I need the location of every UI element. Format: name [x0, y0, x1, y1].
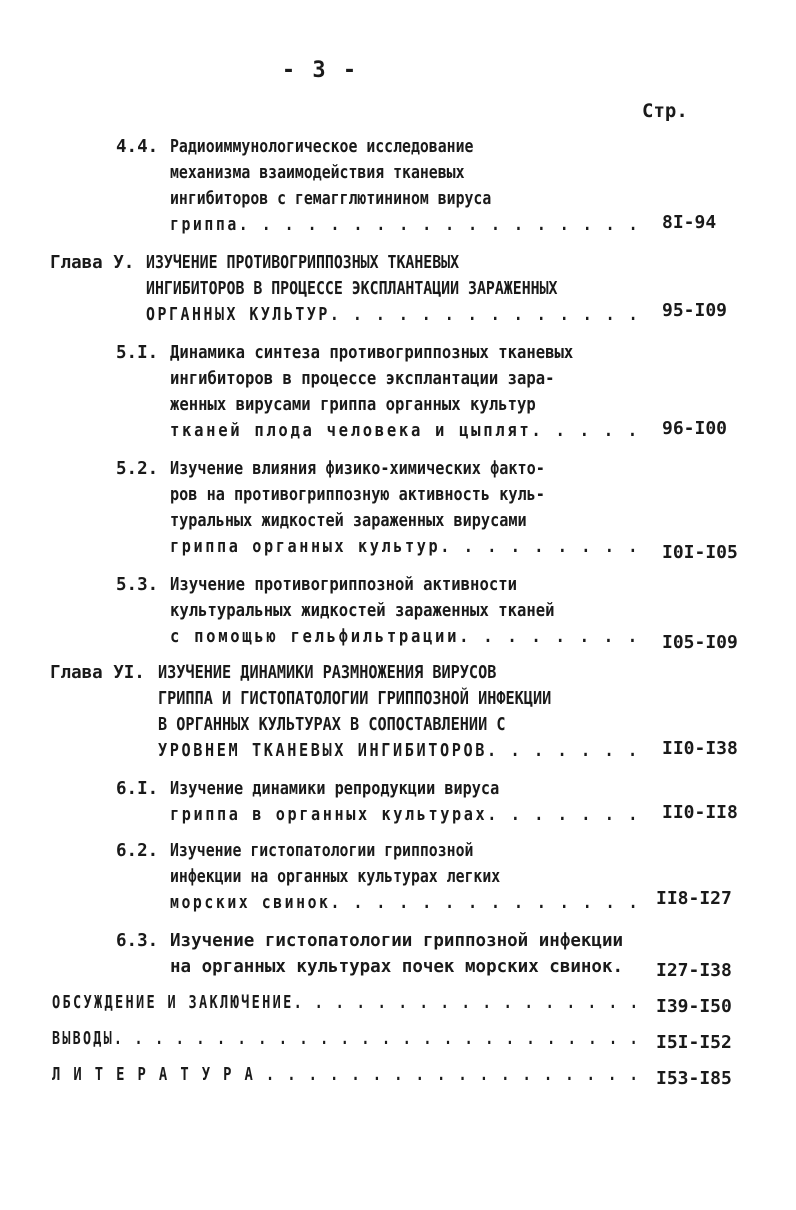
toc-pages: II8-I27 [656, 888, 732, 909]
toc-line: Изучение противогриппозной активности [170, 575, 517, 595]
toc-pages: II0-I38 [662, 738, 738, 759]
toc-line: туральных жидкостей зараженных вирусами [170, 511, 527, 531]
toc-number: 6.2. [116, 841, 159, 861]
toc-entry-6-1 [116, 776, 711, 828]
toc-line: ОБСУЖДЕНИЕ И ЗАКЛЮЧЕНИЕ. . . . . . . . . . . . . . . . . [52, 993, 641, 1013]
toc-line: гриппа органных культур. . . . . . . . . [170, 537, 640, 557]
toc-line: ВЫВОДЫ. . . . . . . . . . . . . . . . . . . . . . . . . . [52, 1029, 640, 1049]
toc-line: Изучение гистопатологии гриппозной инфекции [170, 931, 624, 951]
toc-line: на органных культурах почек морских свинок. [170, 957, 624, 977]
toc-entry-5-2 [116, 456, 711, 560]
toc-line: ОРГАННЫХ КУЛЬТУР. . . . . . . . . . . . . . [146, 305, 641, 325]
toc-line: Радиоиммунологическое исследование [170, 137, 474, 157]
toc-number: 6.3. [116, 931, 159, 951]
toc-number: 5.3. [116, 575, 159, 595]
toc-pages: II0-II8 [662, 802, 738, 823]
toc-pages: I39-I50 [656, 996, 732, 1017]
toc-line: Изучение динамики репродукции вируса [170, 779, 500, 799]
toc-line: морских свинок. . . . . . . . . . . . . . [170, 893, 641, 913]
toc-number: 6.I. [116, 779, 159, 799]
toc-line: женных вирусами гриппа органных культур [170, 395, 536, 415]
toc-line: гриппа в органных культурах. . . . . . . [170, 805, 640, 825]
toc-line: культуральных жидкостей зараженных тканей [170, 601, 555, 621]
toc-entry-chapter-6 [50, 660, 713, 764]
toc-pages: I5I-I52 [656, 1032, 732, 1053]
toc-line: ров на противогриппозную активность куль- [170, 485, 545, 505]
toc-line: Л И Т Е Р А Т У Р А . . . . . . . . . . . . . . . . . . [52, 1065, 641, 1085]
toc-line: гриппа. . . . . . . . . . . . . . . . . . [170, 215, 641, 235]
toc-entry-chapter-5 [50, 250, 728, 328]
toc-line: Изучение гистопатологии гриппозной [170, 841, 474, 861]
toc-line: В ОРГАННЫХ КУЛЬТУРАХ В СОПОСТАВЛЕНИИ С [158, 715, 506, 735]
toc-line: ГРИППА И ГИСТОПАТОЛОГИИ ГРИППОЗНОЙ ИНФЕКЦИИ [158, 689, 552, 709]
toc-pages: I05-I09 [662, 632, 738, 653]
toc-line: ингибиторов с гемагглютинином вируса [170, 189, 492, 209]
toc-number: Глава У. [50, 253, 135, 273]
toc-line: ИЗУЧЕНИЕ ДИНАМИКИ РАЗМНОЖЕНИЯ ВИРУСОВ [158, 663, 497, 683]
toc-pages: I53-I85 [656, 1068, 732, 1089]
toc-entry-6-2 [116, 838, 725, 916]
toc-line: УРОВНЕМ ТКАНЕВЫХ ИНГИБИТОРОВ. . . . . . . [158, 741, 640, 761]
toc-line: ингибиторов в процессе эксплантации зара- [170, 369, 555, 389]
pages-column-header: Стр. [642, 100, 688, 122]
toc-entry-5-3 [116, 572, 698, 650]
toc-line: с помощью гельфильтрации. . . . . . . . [170, 627, 640, 647]
toc-line: тканей плода человека и цыплят. . . . . [170, 421, 640, 441]
toc-pages: I0I-I05 [662, 542, 738, 563]
toc-number: 5.I. [116, 343, 159, 363]
toc-number: 5.2. [116, 459, 159, 479]
toc-line: Динамика синтеза противогриппозных тканевых [170, 343, 574, 363]
page-number: - 3 - [281, 58, 359, 83]
toc-line: Изучение влияния физико-химических факто- [170, 459, 545, 479]
toc-number: 4.4. [116, 137, 159, 157]
toc-pages: I27-I38 [656, 960, 732, 981]
toc-entry-6-3 [116, 928, 623, 980]
toc-entry-5-1 [116, 340, 698, 444]
toc-pages: 8I-94 [662, 212, 717, 233]
toc-line: механизма взаимодействия тканевых [170, 163, 465, 183]
toc-pages: 95-I09 [662, 300, 728, 321]
toc-line: ИЗУЧЕНИЕ ПРОТИВОГРИППОЗНЫХ ТКАНЕВЫХ [146, 253, 460, 273]
toc-pages: 96-I00 [662, 418, 728, 439]
toc-line: ИНГИБИТОРОВ В ПРОЦЕССЕ ЭКСПЛАНТАЦИИ ЗАРАЖЕННЫХ [146, 279, 558, 299]
toc-line: инфекции на органных культурах легких [170, 867, 501, 887]
toc-entry-4-4 [116, 134, 725, 238]
toc-number: Глава УI. [50, 663, 145, 683]
